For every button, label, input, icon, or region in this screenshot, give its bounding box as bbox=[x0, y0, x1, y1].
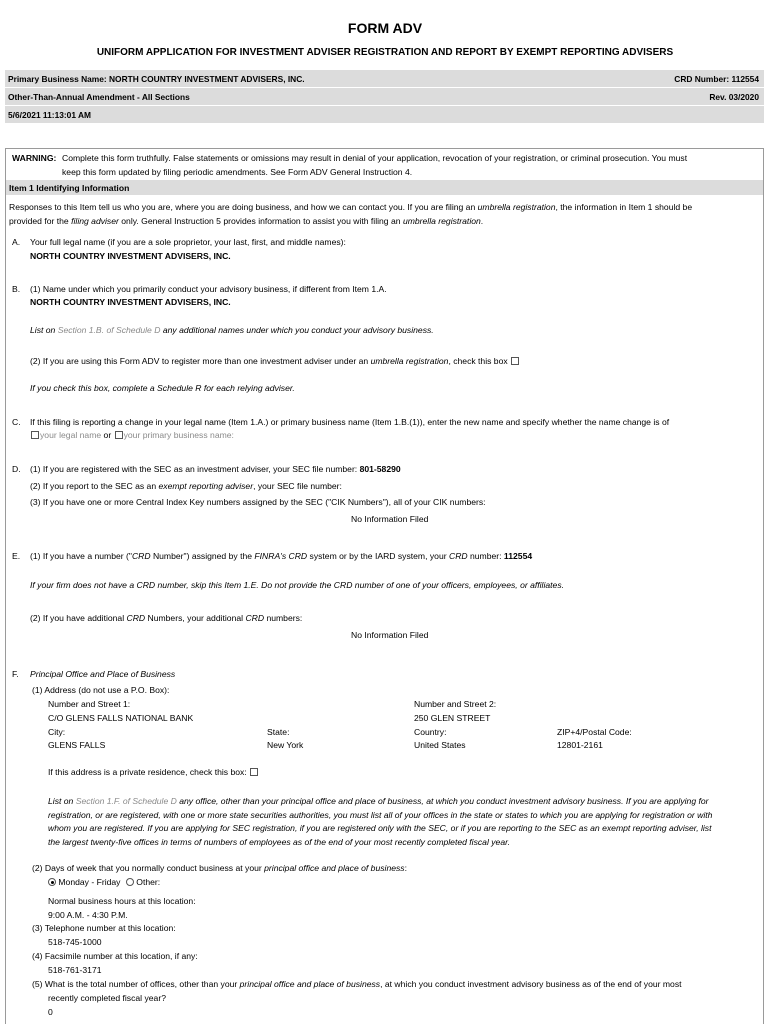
item-c-question: If this filing is reporting a change in your legal name (Item 1.A.) or primary business name (Item 1.B.(1)), enter the new name and specify whether the name change is of bbox=[30, 417, 670, 427]
schedule-d-link-1f[interactable]: Section 1.F. of Schedule D bbox=[75, 796, 177, 806]
item-e1-note: If your firm does not have a CRD number, skip this Item 1.E. Do not provide the CRD number of one of your officers, employees, or affiliates. bbox=[30, 580, 565, 590]
item-f-schedule-note-line3: whom you are registered. If you are applying for SEC registration, if you are registered only with the SEC, or if you are reporting to the SEC as an exempt reporting adviser, list bbox=[48, 823, 712, 833]
item-b-letter: B. bbox=[12, 284, 21, 294]
form-title: FORM ADV bbox=[347, 20, 423, 36]
item-f5-question-line2: recently completed fiscal year? bbox=[48, 993, 166, 1003]
item-d-letter: D. bbox=[12, 464, 21, 474]
question-text: number: bbox=[467, 551, 504, 561]
item-f1-question: (1) Address (do not use a P.O. Box): bbox=[32, 685, 170, 695]
question-text: (2) If you have additional bbox=[30, 613, 127, 623]
item-b1-question: (1) Name under which you primarily conduct your advisory business, if different from Item 1.A. bbox=[30, 284, 387, 294]
question-text: : bbox=[404, 863, 407, 873]
state-value: New York bbox=[267, 740, 304, 750]
street1-label: Number and Street 1: bbox=[48, 699, 131, 709]
question-term: principal office and place of business bbox=[264, 863, 405, 873]
question-text: , your SEC file number: bbox=[253, 481, 342, 491]
question-text: , check this box bbox=[448, 356, 508, 366]
revision: Rev. 03/2020 bbox=[709, 92, 759, 102]
item-d2-question bbox=[30, 481, 342, 491]
intro-text: provided for the bbox=[9, 216, 72, 226]
question-term: principal office and place of business bbox=[239, 979, 381, 989]
monday-friday-label: Monday - Friday bbox=[58, 877, 121, 887]
item1-intro-line1 bbox=[9, 202, 692, 212]
item-e1-question bbox=[30, 551, 532, 561]
state-label: State: bbox=[267, 727, 290, 737]
private-residence-checkbox[interactable] bbox=[250, 768, 258, 776]
item-f-letter: F. bbox=[12, 669, 19, 679]
question-text: (1) If you have a number (" bbox=[30, 551, 132, 561]
question-term: FINRA's CRD bbox=[254, 551, 308, 561]
intro-term: umbrella registration bbox=[402, 216, 481, 226]
band-timestamp bbox=[5, 106, 764, 123]
item-f5-question bbox=[32, 979, 682, 989]
country-value: United States bbox=[414, 740, 466, 750]
item-b2-question bbox=[30, 356, 520, 366]
item1-intro-line2 bbox=[9, 216, 483, 226]
city-label: City: bbox=[48, 727, 66, 737]
question-text: (1) If you are registered with the SEC as an investment adviser, your SEC file number: bbox=[30, 464, 358, 474]
question-term: CRD bbox=[448, 551, 468, 561]
intro-text: Responses to this Item tell us who you are, where you are doing business, and how we can contact you. If you are filing an bbox=[9, 202, 478, 212]
band-business-name bbox=[5, 70, 764, 87]
item-c-letter: C. bbox=[12, 417, 21, 427]
item-f-schedule-note-line4: the largest twenty-five offices in terms of numbers of employees as of the end of your most recently completed fiscal year. bbox=[48, 837, 511, 847]
question-term: exempt reporting adviser bbox=[158, 481, 254, 491]
intro-text: . bbox=[480, 216, 484, 226]
business-days-options bbox=[48, 877, 160, 887]
name-change-options bbox=[30, 430, 234, 440]
form-subtitle: UNIFORM APPLICATION FOR INVESTMENT ADVISER REGISTRATION AND REPORT BY EXEMPT REPORTING ADVISERS bbox=[96, 47, 674, 58]
fax-value: 518-761-3171 bbox=[48, 965, 102, 975]
question-term: umbrella registration bbox=[370, 356, 449, 366]
question-text: (2) Days of week that you normally conduct business at your bbox=[32, 863, 265, 873]
business-name-value: NORTH COUNTRY INVESTMENT ADVISERS, INC. bbox=[30, 297, 231, 307]
question-text: (5) What is the total number of offices, other than your bbox=[32, 979, 240, 989]
item1-heading: Item 1 Identifying Information bbox=[9, 183, 130, 193]
phone-label: (3) Telephone number at this location: bbox=[32, 923, 176, 933]
question-text: Number") assigned by the bbox=[150, 551, 255, 561]
legal-name-change-checkbox[interactable] bbox=[31, 431, 39, 439]
item-d3-question: (3) If you have one or more Central Index Key numbers assigned by the SEC ("CIK Numbers"), all of your CIK numbers: bbox=[30, 497, 486, 507]
legal-name-option-label: your legal name bbox=[40, 430, 102, 440]
warning-text-line2: keep this form updated by filing periodic amendments. See Form ADV General Instruction 4. bbox=[62, 167, 413, 177]
street1-value: C/O GLENS FALLS NATIONAL BANK bbox=[48, 713, 194, 723]
phone-value: 518-745-1000 bbox=[48, 937, 102, 947]
private-residence-question bbox=[48, 767, 259, 777]
note-text: List on bbox=[30, 325, 58, 335]
sec-file-number-value: 801-58290 bbox=[359, 464, 401, 474]
note-text: any office, other than your principal office and place of business, at which you conduct investment advisory business. If you are applying for bbox=[176, 796, 709, 806]
intro-term: filing adviser bbox=[71, 216, 119, 226]
item-f2-question bbox=[32, 863, 407, 873]
legal-name-value: NORTH COUNTRY INVESTMENT ADVISERS, INC. bbox=[30, 251, 231, 261]
zip-value: 12801-2161 bbox=[557, 740, 603, 750]
other-days-label: Other: bbox=[136, 877, 161, 887]
warning-text-line1: Complete this form truthfully. False statements or omissions may result in denial of your application, revocation of your registration, or criminal prosecution. You must bbox=[62, 153, 688, 163]
business-name-option-label: your primary business name: bbox=[123, 430, 234, 440]
fax-label: (4) Facsimile number at this location, if any: bbox=[32, 951, 198, 961]
intro-text: , the information in Item 1 should be bbox=[555, 202, 693, 212]
question-text: system or by the IARD system, your bbox=[307, 551, 449, 561]
question-text: (2) If you are using this Form ADV to register more than one investment adviser under an bbox=[30, 356, 371, 366]
item-f-schedule-note-line1 bbox=[48, 796, 709, 806]
item-e2-question bbox=[30, 613, 302, 623]
intro-term: umbrella registration bbox=[477, 202, 556, 212]
primary-business-name: Primary Business Name: NORTH COUNTRY INVESTMENT ADVISERS, INC. bbox=[8, 74, 305, 84]
question-text: numbers: bbox=[264, 613, 303, 623]
street2-value: 250 GLEN STREET bbox=[414, 713, 491, 723]
or-text: or bbox=[103, 430, 112, 440]
monday-friday-radio[interactable] bbox=[48, 878, 56, 886]
street2-label: Number and Street 2: bbox=[414, 699, 497, 709]
business-name-change-checkbox[interactable] bbox=[115, 431, 123, 439]
hours-label: Normal business hours at this location: bbox=[48, 896, 196, 906]
office-count-value: 0 bbox=[48, 1007, 53, 1017]
amendment-type: Other-Than-Annual Amendment - All Sections bbox=[8, 92, 190, 102]
crd-number: CRD Number: 112554 bbox=[674, 74, 759, 84]
zip-label: ZIP+4/Postal Code: bbox=[557, 727, 632, 737]
question-text: If this address is a private residence, check this box: bbox=[48, 767, 247, 777]
note-text: any additional names under which you conduct your advisory business. bbox=[160, 325, 434, 335]
item-e-letter: E. bbox=[12, 551, 21, 561]
item-f-schedule-note-line2: registration, or are registered, with one or more state securities authorities, you must list all of your offices in the state or states to which you are applying for registration or with bbox=[48, 810, 713, 820]
question-term: CRD bbox=[245, 613, 265, 623]
intro-text: only. General Instruction 5 provides information to assist you with filing an bbox=[118, 216, 403, 226]
schedule-d-link-1b[interactable]: Section 1.B. of Schedule D bbox=[57, 325, 161, 335]
question-text: (2) If you report to the SEC as an bbox=[30, 481, 159, 491]
warning-label: WARNING: bbox=[12, 153, 57, 163]
item-f-heading: Principal Office and Place of Business bbox=[30, 669, 176, 679]
item-d1-question bbox=[30, 464, 401, 474]
item-b-schedule-note bbox=[30, 325, 434, 335]
city-value: GLENS FALLS bbox=[48, 740, 106, 750]
question-term: CRD bbox=[126, 613, 146, 623]
country-label: Country: bbox=[414, 727, 447, 737]
question-term: CRD bbox=[131, 551, 151, 561]
band-amendment bbox=[5, 88, 764, 105]
timestamp: 5/6/2021 11:13:01 AM bbox=[8, 110, 92, 120]
other-days-radio[interactable] bbox=[126, 878, 134, 886]
crd-number-value: 112554 bbox=[503, 551, 533, 561]
question-text: , at which you conduct investment advisory business as of the end of your most bbox=[380, 979, 682, 989]
umbrella-registration-checkbox[interactable] bbox=[511, 357, 519, 365]
note-text: List on bbox=[48, 796, 76, 806]
cik-none-filed: No Information Filed bbox=[351, 514, 429, 524]
item-a-letter: A. bbox=[12, 237, 21, 247]
item-b2-note: If you check this box, complete a Schedule R for each relying adviser. bbox=[30, 383, 295, 393]
item-a-question: Your full legal name (if you are a sole proprietor, your last, first, and middle names): bbox=[30, 237, 346, 247]
crd-none-filed: No Information Filed bbox=[351, 630, 429, 640]
hours-value: 9:00 A.M. - 4:30 P.M. bbox=[48, 910, 128, 920]
question-text: Numbers, your additional bbox=[145, 613, 246, 623]
